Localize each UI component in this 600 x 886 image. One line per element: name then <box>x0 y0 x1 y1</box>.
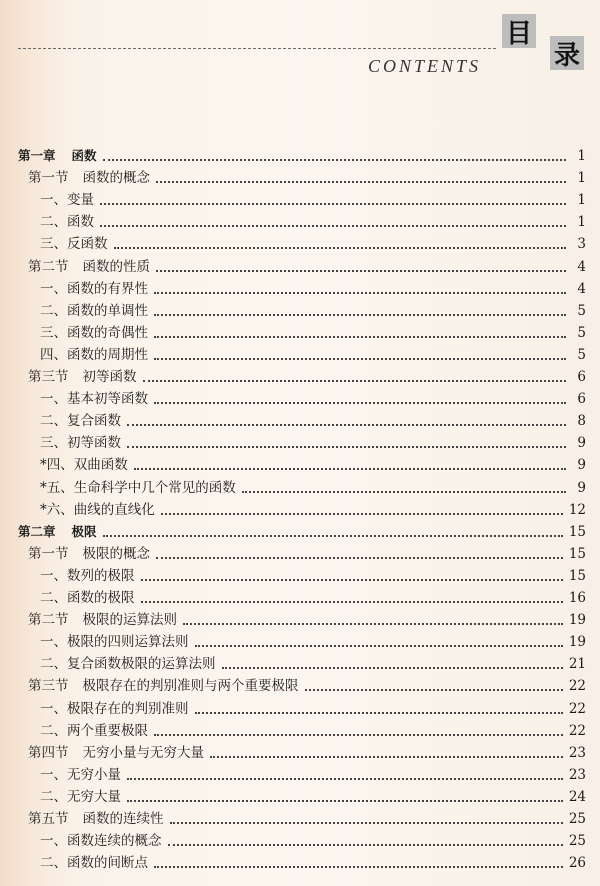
toc-page-number: 19 <box>568 612 586 629</box>
toc-dot-leader <box>141 601 563 603</box>
toc-entry-number: 第一节 <box>28 170 69 187</box>
toc-item-row[interactable] <box>40 477 586 499</box>
toc-entry-text: 函数的性质 <box>82 258 150 275</box>
title-char-lu: 录 <box>550 36 584 70</box>
toc-entry-text: 极限的运算法则 <box>82 612 177 629</box>
toc-entry-title: 一、无穷小量 <box>40 766 121 783</box>
toc-dot-leader <box>100 225 566 227</box>
toc-entry-number: 第五节 <box>28 811 69 827</box>
contents-label: CONTENTS <box>368 56 482 76</box>
toc-page-number: 22 <box>568 678 586 695</box>
header-dashed-rule <box>18 48 496 49</box>
toc-entry-title: 三、反函数 <box>40 236 108 253</box>
toc-page-number: 5 <box>577 346 586 363</box>
toc-page-number: 6 <box>577 369 586 385</box>
toc-chapter-row[interactable] <box>18 521 586 543</box>
toc-dot-leader <box>210 756 563 758</box>
toc-page-number: 25 <box>568 811 586 827</box>
toc-page-number: 9 <box>577 457 586 474</box>
toc-entry-title: 三、初等函数 <box>40 435 121 452</box>
toc-page-number: 23 <box>568 766 586 783</box>
toc-dot-leader <box>114 247 567 249</box>
toc-entry-title: *六、曲线的直线化 <box>40 501 155 518</box>
toc-entry-title: 一、变量 <box>40 192 94 209</box>
toc-entry-title <box>18 145 97 167</box>
toc-item-row[interactable] <box>40 698 586 720</box>
toc-page-number: 3 <box>577 236 586 253</box>
toc-entry-title: 二、两个重要极限 <box>40 722 148 739</box>
toc-entry-title: 一、极限存在的判别准则 <box>40 700 189 717</box>
toc-entry-title: 一、数列的极限 <box>40 567 135 584</box>
toc-page-number: 26 <box>568 855 586 872</box>
toc-page-number: 16 <box>568 590 586 606</box>
toc-dot-leader <box>154 402 566 404</box>
toc-dot-leader <box>154 314 566 316</box>
toc-dot-leader <box>103 535 563 537</box>
toc-entry-number: 第四节 <box>28 744 69 761</box>
toc-section-row[interactable] <box>28 742 586 764</box>
toc-page-number: 21 <box>568 656 586 673</box>
toc-dot-leader <box>305 689 563 691</box>
toc-section-row[interactable] <box>28 808 586 830</box>
toc-dot-leader <box>103 159 566 161</box>
toc-dot-leader <box>154 734 563 736</box>
toc-dot-leader <box>222 667 563 669</box>
toc-entry-title <box>28 675 299 697</box>
toc-entry-number: 第二章 <box>18 523 56 539</box>
toc-item-row[interactable] <box>40 233 586 255</box>
toc-entry-number: 第一节 <box>28 545 69 562</box>
toc-dot-leader <box>170 822 563 824</box>
toc-item-row[interactable] <box>40 852 586 874</box>
toc-section-row[interactable] <box>28 256 586 278</box>
toc-entry-title <box>28 742 204 764</box>
toc-entry-title <box>28 543 150 565</box>
toc-item-row[interactable] <box>40 720 586 742</box>
toc-item-row[interactable] <box>40 410 586 432</box>
toc-page-number: 4 <box>577 280 586 297</box>
toc-dot-leader <box>156 557 563 559</box>
toc-entry-title: 二、函数 <box>40 214 94 231</box>
toc-page-number: 6 <box>577 391 586 408</box>
toc-page-number: 1 <box>577 192 586 209</box>
toc-entry-title: 一、基本初等函数 <box>40 391 148 408</box>
toc-section-row[interactable] <box>28 609 586 631</box>
toc-dot-leader <box>134 468 566 470</box>
toc-entry-title <box>28 808 164 830</box>
toc-page-number: 9 <box>577 479 586 496</box>
toc-item-row[interactable] <box>40 499 586 521</box>
toc-entry-text: 函数的连续性 <box>82 811 164 827</box>
toc-dot-leader <box>183 623 563 625</box>
toc-entry-title <box>28 366 137 388</box>
toc-section-row[interactable] <box>28 543 586 565</box>
toc-item-row[interactable] <box>40 344 586 366</box>
toc-entry-text: 极限 <box>71 523 97 539</box>
toc-entry-title: 二、复合函数 <box>40 413 121 430</box>
toc-entry-text: 极限存在的判别准则与两个重要极限 <box>82 678 299 695</box>
toc-entry-title <box>28 256 150 278</box>
toc-item-row[interactable] <box>40 432 586 454</box>
toc-page-number: 15 <box>568 523 586 540</box>
toc-entry-title: 一、极限的四则运算法则 <box>40 634 189 651</box>
toc-item-row[interactable] <box>40 454 586 476</box>
toc-page-number: 5 <box>577 302 586 319</box>
toc-entry-title: *四、双曲函数 <box>40 457 128 474</box>
toc-dot-leader <box>127 800 563 802</box>
toc-item-row[interactable] <box>40 565 586 587</box>
toc-entry-title: 二、函数的间断点 <box>40 855 148 872</box>
toc-entry-title: 一、函数的有界性 <box>40 280 148 297</box>
toc-dot-leader <box>161 513 563 515</box>
toc-page-number: 1 <box>577 170 586 187</box>
toc-item-row[interactable] <box>40 278 586 300</box>
toc-dot-leader <box>143 380 567 382</box>
toc-entry-title: 二、无穷大量 <box>40 788 121 805</box>
toc-page-number: 1 <box>577 214 586 231</box>
toc-dot-leader <box>141 579 563 581</box>
toc-dot-leader <box>154 292 566 294</box>
toc-dot-leader <box>154 358 566 360</box>
toc-entry-text: 函数 <box>71 148 97 163</box>
toc-dot-leader <box>100 203 566 205</box>
toc-dot-leader <box>156 181 566 183</box>
toc-page-number: 9 <box>577 435 586 452</box>
toc-dot-leader <box>168 844 563 846</box>
toc-entry-text: 函数的概念 <box>82 170 150 187</box>
toc-page-number: 15 <box>568 545 586 562</box>
toc-dot-leader <box>195 712 563 714</box>
toc-page-number: 8 <box>577 413 586 430</box>
toc-page-number: 22 <box>568 722 586 739</box>
toc-entry-text: 无穷小量与无穷大量 <box>82 744 204 761</box>
toc-page-number: 22 <box>568 700 586 717</box>
toc-dot-leader <box>154 866 563 868</box>
toc-entry-number: 第一章 <box>18 148 56 163</box>
toc-item-row[interactable] <box>40 211 586 233</box>
toc-dot-leader <box>127 778 563 780</box>
toc-entry-number: 第二节 <box>28 258 69 275</box>
toc-item-row[interactable] <box>40 830 586 852</box>
toc-dot-leader <box>127 446 566 448</box>
toc-page-number: 1 <box>577 148 586 164</box>
toc-page-number: 19 <box>568 634 586 651</box>
toc-header <box>0 0 600 120</box>
toc-page-number: 15 <box>568 567 586 584</box>
toc-entry-title: 一、函数连续的概念 <box>40 833 162 850</box>
toc-entry-title: 二、复合函数极限的运算法则 <box>40 656 216 673</box>
toc-item-row[interactable] <box>40 300 586 322</box>
toc-page-number: 25 <box>568 833 586 850</box>
toc-item-row[interactable] <box>40 189 586 211</box>
toc-item-row[interactable] <box>40 786 586 808</box>
toc-section-row[interactable] <box>28 167 586 189</box>
toc-entry-title: 二、函数的极限 <box>40 590 135 606</box>
toc-item-row[interactable] <box>40 587 586 609</box>
toc-entry-number: 第三节 <box>28 678 69 695</box>
toc-entry-number: 第三节 <box>28 369 69 385</box>
toc-section-row[interactable] <box>28 675 586 697</box>
toc-item-row[interactable] <box>40 764 586 786</box>
toc-dot-leader <box>195 645 563 647</box>
toc-page-number: 23 <box>568 744 586 761</box>
toc-item-row[interactable] <box>40 631 586 653</box>
toc-page-number: 24 <box>568 788 586 805</box>
toc-page-number: 4 <box>577 258 586 275</box>
toc-entry-title: 二、函数的单调性 <box>40 302 148 319</box>
toc-dot-leader <box>127 424 566 426</box>
toc-entry-title <box>28 609 177 631</box>
toc-dot-leader <box>242 491 566 493</box>
toc-section-row[interactable] <box>28 366 586 388</box>
title-char-mu: 目 <box>502 14 536 48</box>
toc-item-row[interactable] <box>40 322 586 344</box>
toc-entry-number: 第二节 <box>28 612 69 629</box>
toc-entry-title: 四、函数的周期性 <box>40 346 148 363</box>
toc-entry-title <box>28 167 150 189</box>
toc-chapter-row[interactable] <box>18 145 586 167</box>
toc-entry-title: *五、生命科学中几个常见的函数 <box>40 479 236 496</box>
toc-entry-title: 三、函数的奇偶性 <box>40 324 148 341</box>
toc-dot-leader <box>154 336 566 338</box>
toc-item-row[interactable] <box>40 388 586 410</box>
toc-dot-leader <box>156 270 566 272</box>
toc-entry-text: 极限的概念 <box>82 545 150 562</box>
toc-page-number: 12 <box>568 501 586 518</box>
toc-item-row[interactable] <box>40 653 586 675</box>
toc-entry-title <box>18 521 97 543</box>
toc-page-number: 5 <box>577 324 586 341</box>
toc-entry-text: 初等函数 <box>82 369 137 385</box>
